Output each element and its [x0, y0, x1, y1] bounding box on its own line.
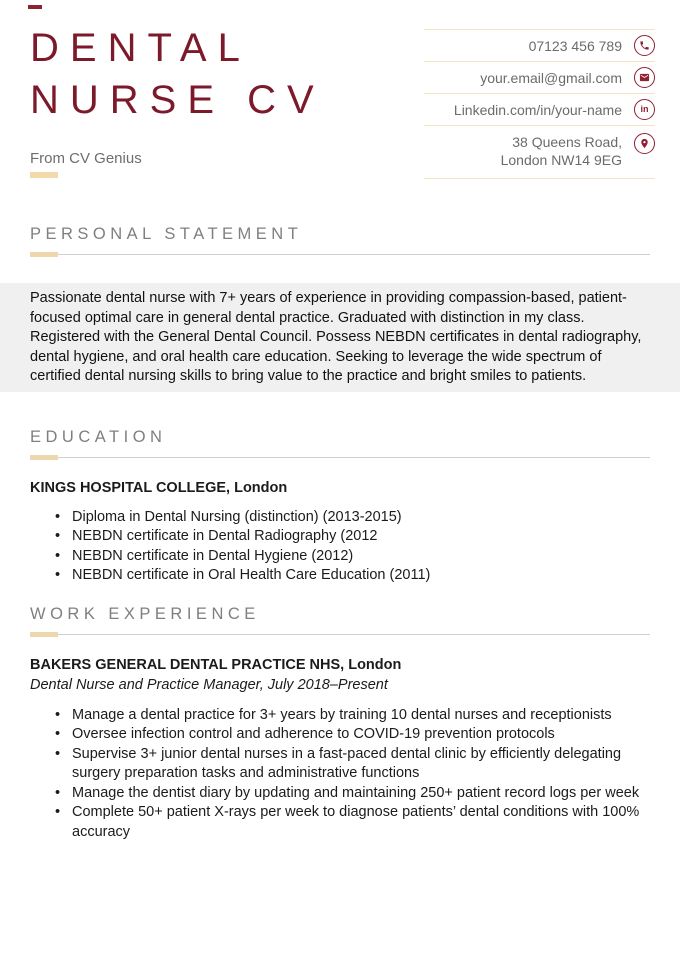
- corner-accent-bar: [28, 5, 42, 9]
- work-bullet: • Supervise 3+ junior dental nurses in a fast-paced dental clinic by efficiently delegating surgery preparation tasks and administrative functions: [30, 745, 650, 784]
- address-line2: London NW14 9EG: [500, 152, 622, 168]
- contact-linkedin-row: [424, 93, 655, 125]
- work-employer: BAKERS GENERAL DENTAL PRACTICE NHS, London: [30, 656, 402, 673]
- page-title-line1: DENTAL: [30, 26, 251, 70]
- page-title-line2: NURSE CV: [30, 78, 325, 122]
- education-bullet: • Diploma in Dental Nursing (distinction) (2013-2015): [30, 508, 650, 528]
- contact-block: [424, 29, 655, 179]
- email-icon: [634, 67, 655, 88]
- work-bullet: • Manage the dentist diary by updating and maintaining 250+ patient record logs per week: [30, 784, 650, 804]
- work-role: Dental Nurse and Practice Manager, July 2018–Present: [30, 676, 388, 693]
- work-bullet: • Complete 50+ patient X-rays per week to diagnose patients’ dental conditions with 100% accuracy: [30, 803, 650, 842]
- education-bullet-list: [30, 508, 650, 586]
- contact-address-row: [424, 125, 655, 179]
- phone-number: 07123 456 789: [528, 37, 622, 54]
- contact-phone-row: [424, 29, 655, 61]
- work-bullet: • Oversee infection control and adherence to COVID-19 prevention protocols: [30, 725, 650, 745]
- education-bullet: • NEBDN certificate in Dental Hygiene (2012): [30, 547, 650, 567]
- work-experience-divider: [30, 632, 650, 637]
- location-icon: [634, 133, 655, 154]
- linkedin-icon: in: [634, 99, 655, 120]
- personal-statement-body: Passionate dental nurse with 7+ years of experience in providing compassion-based, patient-focused optimal care in general dental practice. Graduated with distinction in my class. Registered with the General Dental Council. Possess NEBDN certificates in dental radiography, dental hygiene, and oral health care education. Seeking to leverage the wide spectrum of certified dental nursing skills to bring value to the practice and bright smiles to patients.: [0, 283, 680, 392]
- address-line1: 38 Queens Road,: [512, 134, 622, 150]
- education-heading: EDUCATION: [30, 427, 167, 446]
- contact-email-row: [424, 61, 655, 93]
- education-bullet: • NEBDN certificate in Oral Health Care Education (2011): [30, 566, 650, 586]
- work-experience-heading: WORK EXPERIENCE: [30, 604, 260, 623]
- education-bullet: • NEBDN certificate in Dental Radiography (2012: [30, 527, 650, 547]
- personal-statement-heading: PERSONAL STATEMENT: [30, 225, 303, 243]
- page-title: [30, 22, 325, 126]
- work-bullet: • Manage a dental practice for 3+ years by training 10 dental nurses and receptionists: [30, 706, 650, 726]
- phone-icon: [634, 35, 655, 56]
- source-label: From CV Genius: [30, 150, 142, 167]
- personal-statement-divider: [30, 252, 650, 257]
- education-divider: [30, 455, 650, 460]
- education-school: KINGS HOSPITAL COLLEGE, London: [30, 479, 288, 496]
- postal-address: [501, 133, 622, 169]
- work-bullet-list: [30, 706, 650, 843]
- email-address: your.email@gmail.com: [480, 69, 622, 86]
- source-accent-bar: [30, 172, 58, 178]
- linkedin-handle: Linkedin.com/in/your-name: [453, 101, 622, 118]
- header-area: [0, 0, 680, 200]
